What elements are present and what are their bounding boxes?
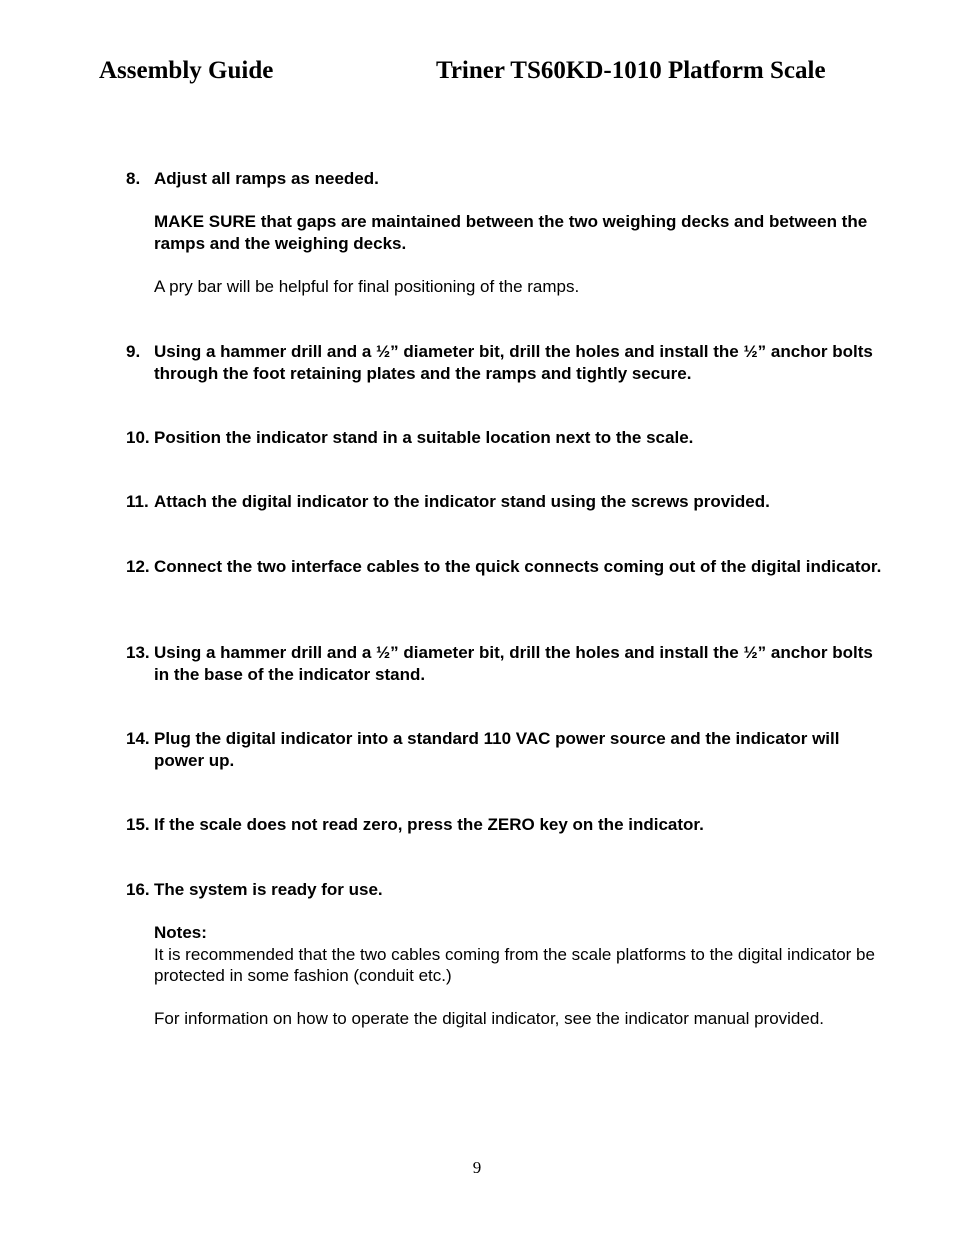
step-text: Plug the digital indicator into a standard 110 VAC power source and the indicator will power up. bbox=[154, 729, 840, 770]
step-number: 15. bbox=[126, 815, 150, 834]
notes-paragraph: For information on how to operate the digital indicator, see the indicator manual provided. bbox=[154, 1009, 825, 1028]
step-warning: MAKE SURE that gaps are maintained between the two weighing decks and between the ramps and the weighing decks. bbox=[154, 212, 868, 253]
step-number: 10. bbox=[126, 428, 150, 447]
step-16 bbox=[126, 879, 886, 1030]
step-9 bbox=[126, 341, 886, 384]
step-text: Using a hammer drill and a ½” diameter bit, drill the holes and install the ½” anchor bolts through the foot retaining plates and the ramps and tightly secure. bbox=[154, 342, 873, 383]
step-text: The system is ready for use. bbox=[154, 880, 383, 899]
step-text: Attach the digital indicator to the indicator stand using the screws provided. bbox=[154, 492, 770, 511]
step-10 bbox=[126, 427, 886, 449]
step-11 bbox=[126, 491, 886, 513]
step-text: Position the indicator stand in a suitable location next to the scale. bbox=[154, 428, 694, 447]
step-number: 11. bbox=[126, 492, 149, 511]
document-title: Assembly Guide bbox=[99, 57, 274, 84]
step-13 bbox=[126, 642, 886, 685]
product-title: Triner TS60KD-1010 Platform Scale bbox=[436, 57, 826, 84]
step-number: 13. bbox=[126, 643, 150, 662]
step-number: 9. bbox=[126, 342, 141, 361]
step-text: Adjust all ramps as needed. bbox=[154, 169, 379, 188]
page-number: 9 bbox=[472, 1158, 482, 1177]
step-number: 8. bbox=[126, 169, 141, 188]
step-14 bbox=[126, 728, 886, 771]
notes-paragraph: It is recommended that the two cables coming from the scale platforms to the digital indicator be protected in some fashion (conduit etc.) bbox=[154, 944, 875, 985]
step-text: Using a hammer drill and a ½” diameter bit, drill the holes and install the ½” anchor bolts in the base of the indicator stand. bbox=[154, 643, 873, 684]
step-number: 16. bbox=[126, 880, 150, 899]
notes-heading: Notes: bbox=[154, 923, 207, 942]
step-15 bbox=[126, 814, 886, 836]
step-12 bbox=[126, 556, 886, 578]
step-text: If the scale does not read zero, press the ZERO key on the indicator. bbox=[154, 815, 704, 834]
step-8 bbox=[126, 168, 886, 297]
step-note: A pry bar will be helpful for final positioning of the ramps. bbox=[154, 276, 580, 296]
step-number: 14. bbox=[126, 729, 150, 748]
step-number: 12. bbox=[126, 557, 150, 576]
step-text: Connect the two interface cables to the quick connects coming out of the digital indicator. bbox=[154, 557, 882, 576]
